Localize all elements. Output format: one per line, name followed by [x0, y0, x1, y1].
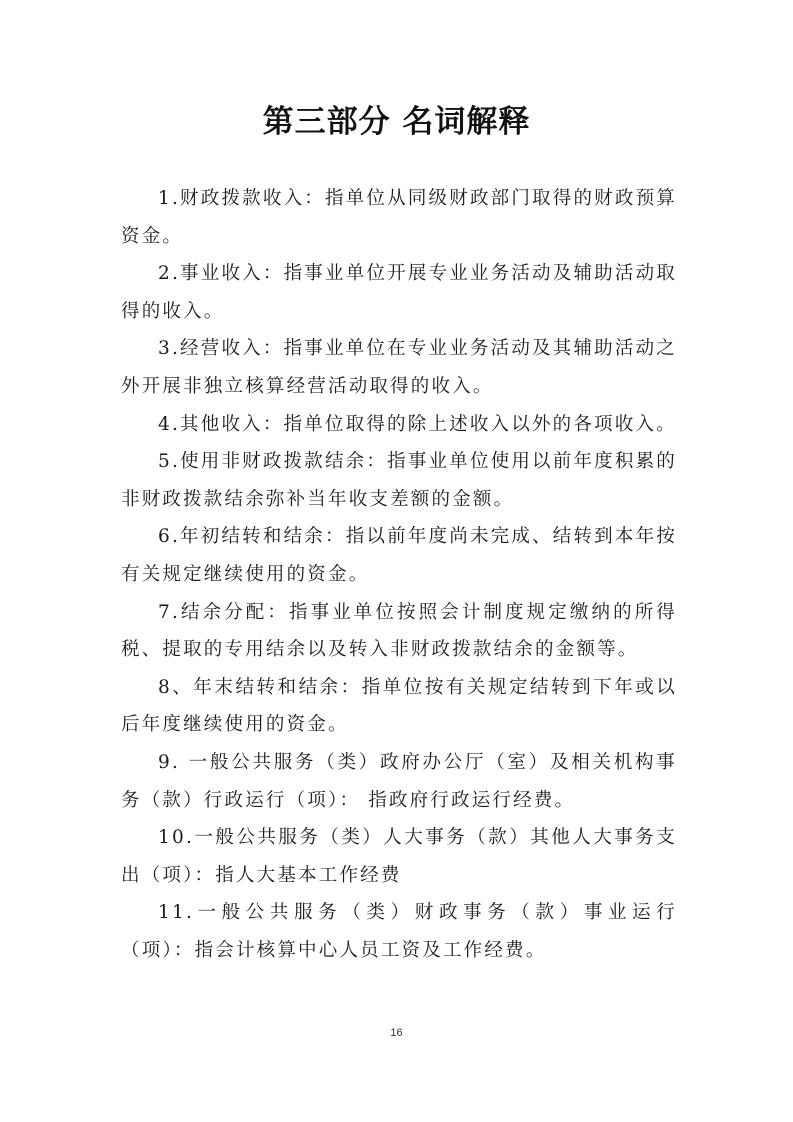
definition-item: 1.财政拨款收入：指单位从同级财政部门取得的财政预算资金。 [121, 188, 677, 247]
definition-item: 4.其他收入：指单位取得的除上述收入以外的各项收入。 [158, 413, 677, 435]
page-title: 第三部分 名词解释 [262, 104, 531, 140]
definition-item: 6.年初结转和结余：指以前年度尚未完成、结转到本年按有关规定继续使用的资金。 [121, 526, 677, 585]
definition-item: 9. 一般公共服务（类）政府办公厅（室）及相关机构事务（款）行政运行（项）： 指政府行政运行经费。 [121, 751, 677, 811]
definition-item: 11.一般公共服务（类）财政事务（款）事业运行（项）：指会计核算中心人员工资及工作经费。 [121, 902, 677, 961]
definition-item: 8、年末结转和结余：指单位按有关规定结转到下年或以后年度继续使用的资金。 [121, 676, 677, 736]
definition-item: 7.结余分配：指事业单位按照会计制度规定缴纳的所得税、提取的专用结余以及转入非财政拨款结余的金额等。 [121, 601, 677, 661]
definition-item: 5.使用非财政拨款结余：指事业单位使用以前年度积累的非财政拨款结余弥补当年收支差额的金额。 [121, 451, 677, 510]
definition-item: 10.一般公共服务（类）人大事务（款）其他人大事务支出（项）：指人大基本工作经费 [121, 827, 677, 886]
definition-item: 3.经营收入：指事业单位在专业业务活动及其辅助活动之外开展非独立核算经营活动取得的收入。 [121, 338, 677, 397]
page-number: 16 [390, 1027, 403, 1039]
definition-item: 2.事业收入：指事业单位开展专业业务活动及辅助活动取得的收入。 [121, 263, 677, 322]
definitions-list [121, 180, 677, 969]
